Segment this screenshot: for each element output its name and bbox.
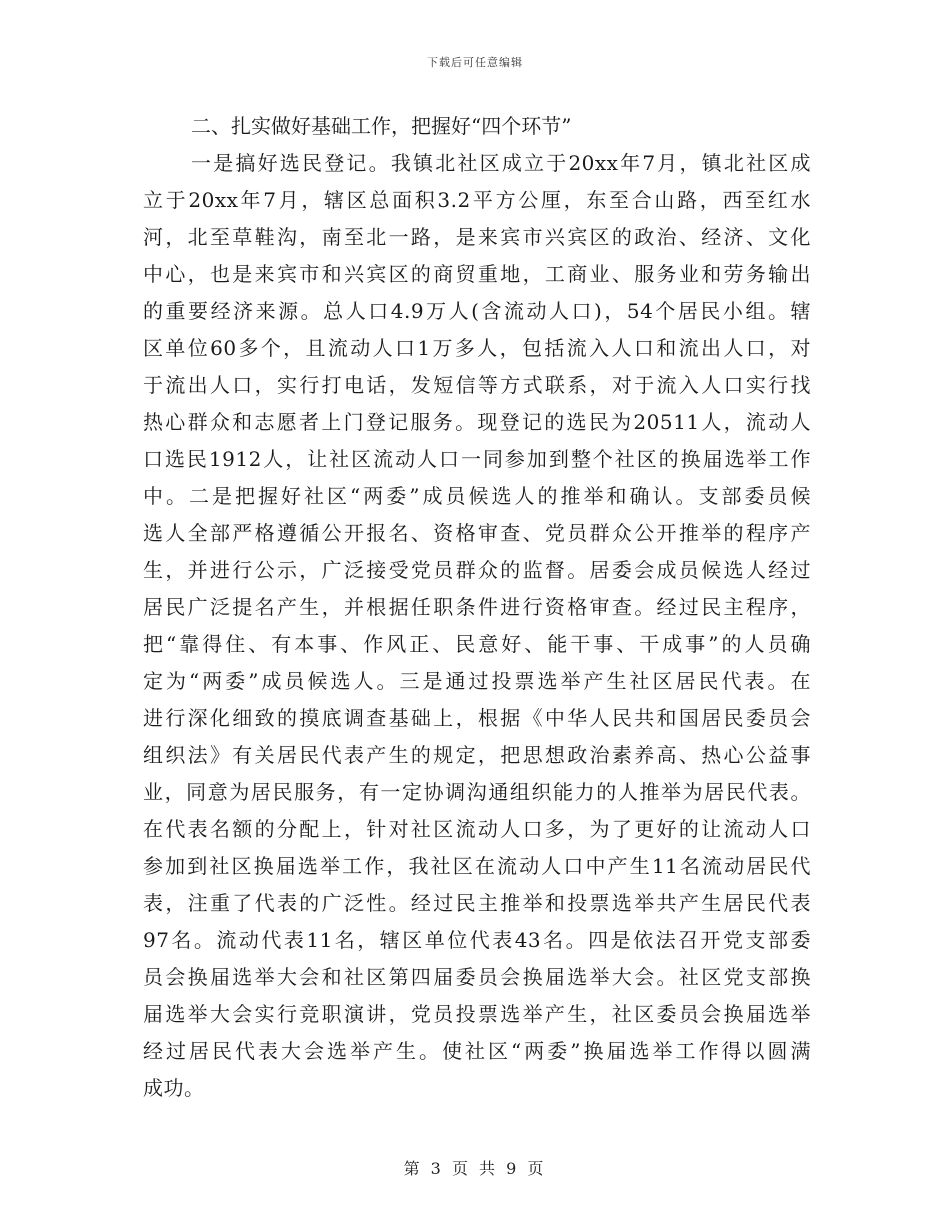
document-body [143,108,811,1107]
paragraph-line: 在代表名额的分配上，针对社区流动人口多，为了更好的让流动人口 [143,817,811,841]
paragraph-line: 表，注重了代表的广泛性。经过民主推举和投票选举共产生居民代表 [143,891,811,915]
paragraph-line: 生，并进行公示，广泛接受党员群众的监督。居委会成员候选人经过 [143,558,811,582]
paragraph-line: 中心，也是来宾市和兴宾区的商贸重地，工商业、服务业和劳务输出 [143,262,811,286]
paragraph-line: 进行深化细致的摸底调查基础上，根据《中华人民共和国居民委员会 [143,706,811,730]
paragraph-line: 97名。流动代表11名，辖区单位代表43名。四是依法召开党支部委 [143,928,811,952]
paragraph-line: 于流出人口，实行打电话，发短信等方式联系，对于流入人口实行找 [143,373,811,397]
paragraph-line: 的重要经济来源。总人口4.9万人(含流动人口)，54个居民小组。辖 [143,299,811,323]
paragraph-line: 口选民1912人，让社区流动人口一同参加到整个社区的换届选举工作 [143,447,811,471]
paragraph-line: 中。二是把握好社区“两委”成员候选人的推举和确认。支部委员候 [143,484,811,508]
paragraph-line: 定为“两委”成员候选人。三是通过投票选举产生社区居民代表。在 [143,669,811,693]
paragraph-line: 立于20xx年7月，辖区总面积3.2平方公厘，东至合山路，西至红水 [143,188,811,212]
paragraph-line: 把“靠得住、有本事、作风正、民意好、能干事、干成事”的人员确 [143,632,811,656]
paragraph-line: 员会换届选举大会和社区第四届委员会换届选举大会。社区党支部换 [143,965,811,989]
paragraph-line: 届选举大会实行竞职演讲，党员投票选举产生，社区委员会换届选举 [143,1002,811,1026]
paragraph-line: 一是搞好选民登记。我镇北社区成立于20xx年7月，镇北社区成 [191,151,811,175]
paragraph-line: 参加到社区换届选举工作，我社区在流动人口中产生11名流动居民代 [143,854,811,878]
paragraph-line: 组织法》有关居民代表产生的规定，把思想政治素养高、热心公益事 [143,743,811,767]
section-heading: 二、扎实做好基础工作，把握好“四个环节” [191,114,572,138]
paragraph-line: 热心群众和志愿者上门登记服务。现登记的选民为20511人，流动人 [143,410,811,434]
paragraph-line: 经过居民代表大会选举产生。使社区“两委”换届选举工作得以圆满 [143,1039,811,1063]
paragraph-line: 区单位60多个，且流动人口1万多人，包括流入人口和流出人口，对 [143,336,811,360]
page-number: 第 3 页 共 9 页 [403,1159,547,1178]
paragraph-line: 成功。 [143,1076,205,1100]
paragraph-line: 居民广泛提名产生，并根据任职条件进行资格审查。经过民主程序， [143,595,811,619]
paragraph-line: 河，北至草鞋沟，南至北一路，是来宾市兴宾区的政治、经济、文化 [143,225,811,249]
page-header-note: 下载后可任意编辑 [427,56,523,69]
paragraph-line: 业，同意为居民服务，有一定协调沟通组织能力的人推举为居民代表。 [143,780,811,804]
paragraph-line: 选人全部严格遵循公开报名、资格审查、党员群众公开推举的程序产 [143,521,811,545]
